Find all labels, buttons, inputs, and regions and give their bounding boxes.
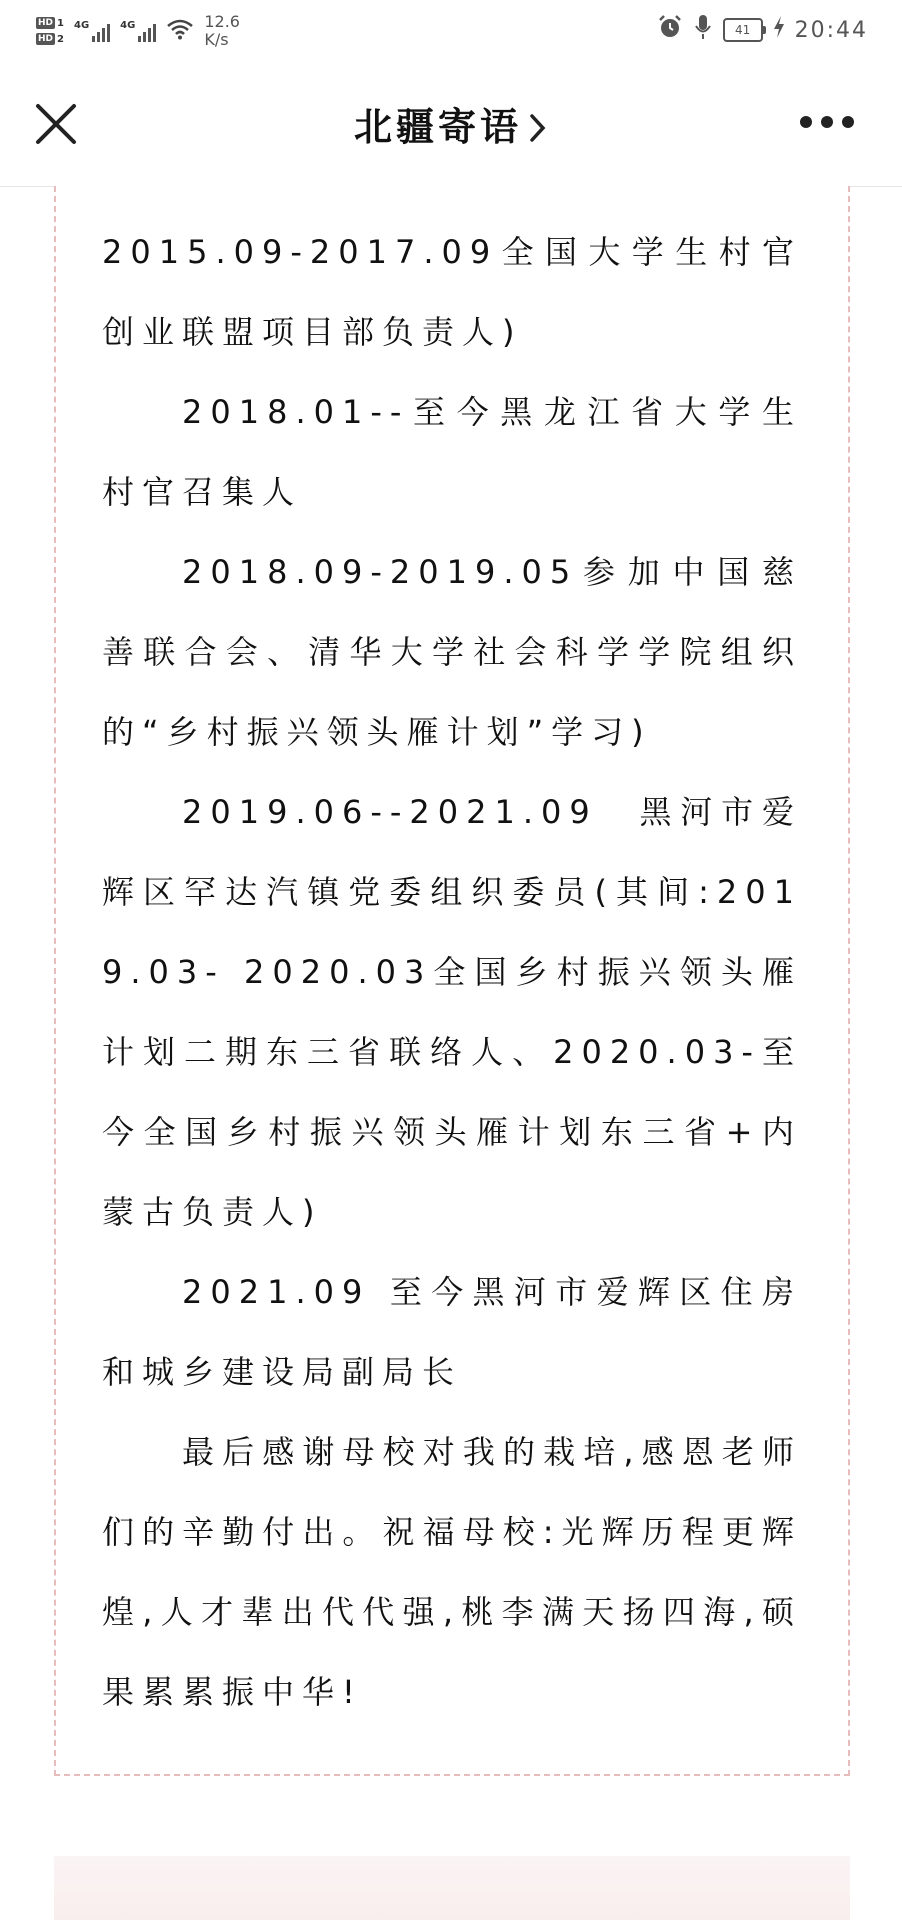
page-title-link[interactable] [0,96,902,151]
next-section-preview [54,1856,850,1920]
net1-label: 4G [73,20,90,31]
status-bar [0,0,902,62]
wifi-icon [166,18,194,45]
closing-paragraph: 最后感谢母校对我的栽培,感恩老师们的辛勤付出。祝福母校:光辉历程更辉煌,人才辈出代代强,桃李满天扬四海,硕果累累振中华! [102,1433,802,1711]
resume-entry-2015: 2015.09-2017.09全国大学生村官创业联盟项目部负责人) [102,233,802,351]
speed-value: 12.6 [204,12,240,31]
alarm-icon [657,14,683,46]
hd2-badge: HD [38,34,54,44]
hd2-number: 2 [57,33,64,45]
net2-label: 4G [120,20,136,31]
speed-unit: K/s [204,30,229,49]
charging-icon [773,15,785,45]
hd1-badge: HD [38,18,54,28]
status-left [36,8,240,54]
more-dot-icon [821,116,833,128]
article-card [54,186,850,1776]
battery-level: 41 [734,23,751,37]
resume-entry-2018-01: 2018.01--至今黑龙江省大学生村官召集人 [102,393,802,511]
resume-entry-2018-09: 2018.09-2019.05参加中国慈善联合会、清华大学社会科学学院组织的“乡村振兴领头雁计划”学习) [102,553,802,751]
status-right [657,10,868,50]
nav-bar [0,62,902,187]
chevron-right-icon [528,105,548,149]
more-dot-icon [842,116,854,128]
page-title: 北疆寄语 [353,105,522,149]
hd1-number: 1 [57,17,64,29]
more-options-button[interactable] [800,116,854,132]
signal-icon-1 [74,20,110,42]
microphone-icon [693,13,713,47]
article-body [102,212,802,1732]
clock: 20:44 [794,17,868,43]
resume-entry-2019-06: 2019.06--2021.09 黑河市爱辉区罕达汽镇党委组织委员(其间:2019.03- 2020.03全国乡村振兴领头雁计划二期东三省联络人、2020.03-至今全国乡村振兴领头雁计划东三省+内蒙古负责人) [102,793,802,1231]
sim2-indicator [36,33,64,45]
sim1-indicator [36,17,64,29]
battery-icon [723,18,763,42]
resume-entry-2021-09: 2021.09 至今黑河市爱辉区住房和城乡建设局副局长 [102,1273,802,1391]
network-speed [204,13,240,49]
more-dot-icon [800,116,812,128]
signal-icon-2 [120,20,156,42]
sim-indicators [36,17,64,45]
